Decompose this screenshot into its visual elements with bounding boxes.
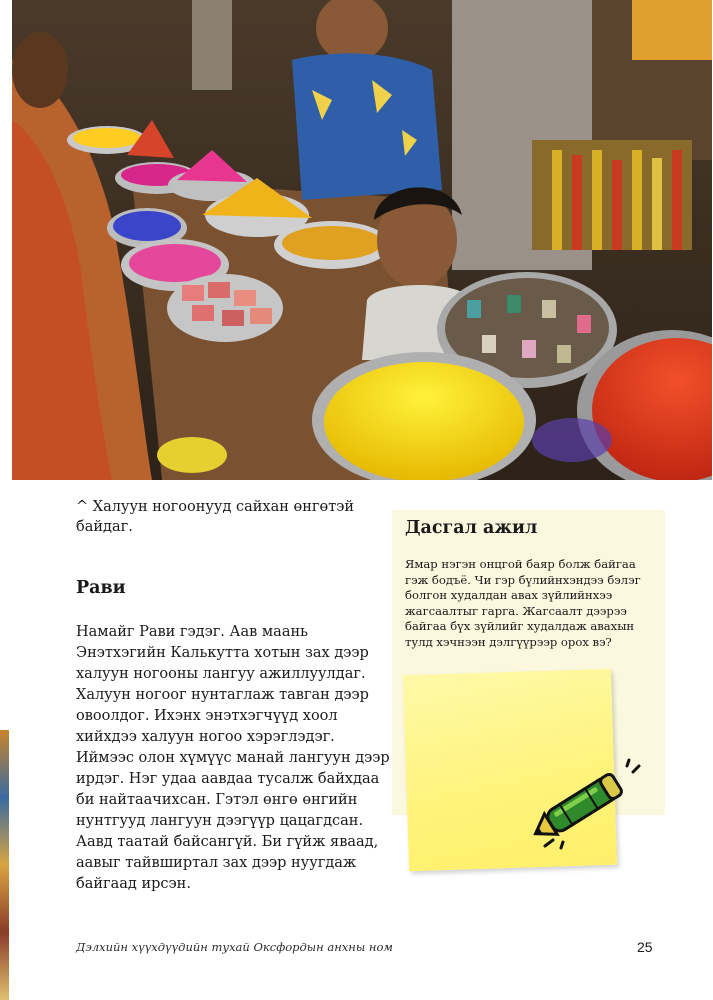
story-text <box>76 622 390 895</box>
story-line: байгаад ирсэн. <box>76 876 191 892</box>
exercise-line: болгон худалдан авах зүйлийнхээ <box>405 588 613 602</box>
story-line: би найтаачихсан. Гэтэл өнгө өнгийн <box>76 792 358 808</box>
spice-market-photo <box>12 0 712 480</box>
story-line: хийхдээ халуун ногоо хэрэглэдэг. <box>76 729 335 745</box>
exercise-text <box>405 557 655 650</box>
footer-book-title: Дэлхийн хүүхдүүдийн тухай Оксфордын анхны ном <box>76 940 393 954</box>
story-line: Халуун ногоог нунтаглаж тавган дээр <box>76 687 369 703</box>
exercise-line: гэж бодъё. Чи гэр бүлийнхэндээ бэлэг <box>405 572 641 587</box>
story-line: Энэтхэгийн Калькутта хотын зах дээр <box>76 645 369 661</box>
story-line: овоолдог. Ихэнх энэтхэгчүүд хоол <box>76 708 338 724</box>
story-line: аавыг тайвширтал зах дээр нуугдаж <box>76 855 357 871</box>
story-line: Аавд таатай байсангүй. Би гүйж яваад, <box>76 834 379 850</box>
page-edge-decoration <box>0 730 9 1000</box>
exercise-line: Ямар нэгэн онцгой баяр болж байгаа <box>405 557 636 571</box>
exercise-line: тулд хэчнээн дэлгүүрээр орох вэ? <box>405 634 612 649</box>
story-line: Иймээс олон хүмүүс манай лангуун дээр <box>76 750 390 766</box>
section-heading: Рави <box>76 578 126 598</box>
exercise-title: Дасгал ажил <box>405 518 538 538</box>
story-line: нунтгууд лангуун дээгүүр цацагдсан. <box>76 813 364 829</box>
page-number: 25 <box>637 939 653 955</box>
exercise-line: байгаа бүх зүйлийг худалдаж авахын <box>405 619 635 633</box>
story-line: халуун ногооны лангуу ажиллуулдаг. <box>76 666 366 682</box>
story-line: Намайг Рави гэдэг. Аав маань <box>76 624 309 640</box>
story-line: ирдэг. Нэг удаа аавдаа тусалж байхдаа <box>76 771 380 787</box>
photo-caption: ^ Халуун ногоонууд сайхан өнгөтэй байдаг. <box>76 499 355 535</box>
exercise-line: жагсаалтыг гарга. Жагсаалт дээрээ <box>405 603 627 618</box>
pencil-icon <box>523 758 643 850</box>
